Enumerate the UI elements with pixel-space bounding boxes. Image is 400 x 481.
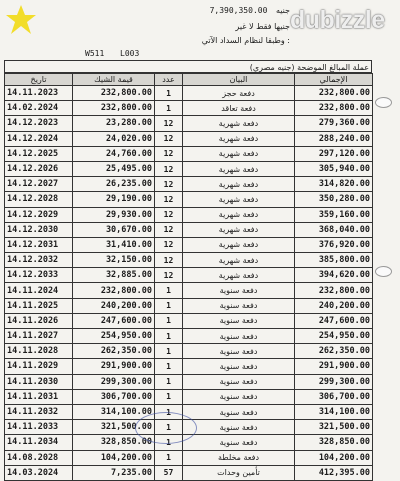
row-count: 1 — [155, 313, 183, 328]
table-row — [5, 207, 373, 222]
row-count: 1 — [155, 389, 183, 404]
row-value: 247,600.00 — [73, 313, 155, 328]
row-count: 12 — [155, 207, 183, 222]
row-value: 26,235.00 — [73, 177, 155, 192]
row-value: 240,200.00 — [73, 298, 155, 313]
row-description: دفعة سنوية — [183, 344, 295, 359]
row-total: 385,800.00 — [295, 253, 373, 268]
row-total: 394,620.00 — [295, 268, 373, 283]
table-row — [5, 359, 373, 374]
row-description: دفعة سنوية — [183, 435, 295, 450]
row-count: 12 — [155, 192, 183, 207]
table-row — [5, 344, 373, 359]
row-count: 1 — [155, 101, 183, 116]
row-total: 104,200.00 — [295, 450, 373, 465]
row-date: 14.11.2028 — [5, 344, 73, 359]
row-date: 14.12.2029 — [5, 207, 73, 222]
row-value: 23,280.00 — [73, 116, 155, 131]
row-count: 1 — [155, 450, 183, 465]
row-total: 314,820.00 — [295, 177, 373, 192]
row-value: 314,100.00 — [73, 404, 155, 419]
row-date: 14.12.2026 — [5, 161, 73, 176]
row-value: 32,885.00 — [73, 268, 155, 283]
row-date: 14.11.2030 — [5, 374, 73, 389]
row-value: 30,670.00 — [73, 222, 155, 237]
row-description: دفعة سنوية — [183, 359, 295, 374]
row-date: 14.12.2030 — [5, 222, 73, 237]
row-description: دفعة مخلطة — [183, 450, 295, 465]
table-header-row — [5, 74, 373, 86]
row-date: 14.11.2034 — [5, 435, 73, 450]
binder-hole — [375, 266, 392, 277]
row-total: 297,120.00 — [295, 146, 373, 161]
row-date: 14.12.2028 — [5, 192, 73, 207]
row-value: 232,800.00 — [73, 283, 155, 298]
row-count: 1 — [155, 283, 183, 298]
row-count: 57 — [155, 465, 183, 480]
row-description: دفعة شهرية — [183, 177, 295, 192]
row-date: 14.11.2031 — [5, 389, 73, 404]
table-row — [5, 283, 373, 298]
row-date: 14.11.2023 — [5, 86, 73, 101]
row-date: 14.08.2028 — [5, 450, 73, 465]
row-description: دفعة شهرية — [183, 268, 295, 283]
row-date: 14.12.2024 — [5, 131, 73, 146]
row-count: 12 — [155, 161, 183, 176]
table-row — [5, 116, 373, 131]
row-count: 1 — [155, 344, 183, 359]
row-description: دفعة سنوية — [183, 313, 295, 328]
row-description: دفعة سنوية — [183, 329, 295, 344]
row-total: 232,800.00 — [295, 86, 373, 101]
row-value: 291,900.00 — [73, 359, 155, 374]
row-count: 12 — [155, 131, 183, 146]
column-header-total: الإجمالي — [295, 74, 373, 86]
table-row — [5, 161, 373, 176]
row-total: 299,300.00 — [295, 374, 373, 389]
table-row — [5, 177, 373, 192]
row-date: 14.11.2025 — [5, 298, 73, 313]
row-date: 14.11.2029 — [5, 359, 73, 374]
row-date: 14.03.2024 — [5, 465, 73, 480]
table-row — [5, 101, 373, 116]
row-date: 14.11.2027 — [5, 329, 73, 344]
row-count: 1 — [155, 404, 183, 419]
row-description: دفعة شهرية — [183, 146, 295, 161]
row-description: دفعة شهرية — [183, 207, 295, 222]
row-total: 359,160.00 — [295, 207, 373, 222]
table-row — [5, 86, 373, 101]
row-date: 14.12.2031 — [5, 237, 73, 252]
row-value: 32,150.00 — [73, 253, 155, 268]
row-value: 299,300.00 — [73, 374, 155, 389]
row-count: 12 — [155, 268, 183, 283]
row-date: 14.11.2024 — [5, 283, 73, 298]
table-row — [5, 268, 373, 283]
row-description: دفعة شهرية — [183, 237, 295, 252]
table-row — [5, 313, 373, 328]
row-total: 262,350.00 — [295, 344, 373, 359]
row-total: 376,920.00 — [295, 237, 373, 252]
row-total: 232,800.00 — [295, 283, 373, 298]
row-total: 288,240.00 — [295, 131, 373, 146]
table-caption: عملة المبالغ الموضحة (جنيه مصري) — [4, 60, 372, 73]
row-total: 321,500.00 — [295, 420, 373, 435]
row-count: 12 — [155, 116, 183, 131]
row-date: 14.12.2032 — [5, 253, 73, 268]
row-description: دفعة سنوية — [183, 389, 295, 404]
row-date: 14.12.2027 — [5, 177, 73, 192]
total-amount: 7,390,350.00 — [209, 6, 268, 15]
row-total: 314,100.00 — [295, 404, 373, 419]
row-date: 14.12.2033 — [5, 268, 73, 283]
row-value: 232,800.00 — [73, 86, 155, 101]
column-header-count: عدد — [155, 74, 183, 86]
row-description: دفعة حجز — [183, 86, 295, 101]
row-description: تأمين وحدات — [183, 465, 295, 480]
row-total: 368,040.00 — [295, 222, 373, 237]
column-header-description: البيان — [183, 74, 295, 86]
row-count: 1 — [155, 374, 183, 389]
row-count: 1 — [155, 359, 183, 374]
row-description: دفعة شهرية — [183, 192, 295, 207]
row-total: 350,280.00 — [295, 192, 373, 207]
row-value: 104,200.00 — [73, 450, 155, 465]
row-count: 12 — [155, 237, 183, 252]
header-line-words: جنيها فقط لا غير — [235, 22, 290, 31]
row-date: 14.12.2023 — [5, 116, 73, 131]
row-count: 12 — [155, 253, 183, 268]
row-total: 279,360.00 — [295, 116, 373, 131]
row-value: 321,500.00 — [73, 420, 155, 435]
dubizzle-watermark-logo: dubizzle — [290, 6, 385, 34]
row-count: 12 — [155, 146, 183, 161]
row-description: دفعة شهرية — [183, 253, 295, 268]
row-value: 24,760.00 — [73, 146, 155, 161]
table-row — [5, 374, 373, 389]
row-count: 1 — [155, 435, 183, 450]
row-value: 306,700.00 — [73, 389, 155, 404]
row-value: 29,930.00 — [73, 207, 155, 222]
table-row — [5, 146, 373, 161]
row-count: 1 — [155, 420, 183, 435]
row-date: 14.11.2026 — [5, 313, 73, 328]
column-header-date: تاريخ — [5, 74, 73, 86]
row-description: دفعة سنوية — [183, 420, 295, 435]
table-row — [5, 389, 373, 404]
table-row — [5, 465, 373, 480]
header-line-schedule: وطبقا لنظام السداد الآتي : — [201, 36, 290, 45]
row-total: 291,900.00 — [295, 359, 373, 374]
row-description: دفعة شهرية — [183, 131, 295, 146]
table-row — [5, 450, 373, 465]
official-stamp — [135, 412, 197, 444]
row-description: دفعة شهرية — [183, 161, 295, 176]
row-value: 29,190.00 — [73, 192, 155, 207]
row-description: دفعة تعاقد — [183, 101, 295, 116]
column-header-value: قيمة الشيك — [73, 74, 155, 86]
row-description: دفعة سنوية — [183, 404, 295, 419]
table-row — [5, 222, 373, 237]
table-row — [5, 298, 373, 313]
row-description: دفعة سنوية — [183, 283, 295, 298]
reference-code-2: L003 — [120, 49, 140, 58]
row-value: 25,495.00 — [73, 161, 155, 176]
table-row — [5, 253, 373, 268]
row-date: 14.11.2033 — [5, 420, 73, 435]
table-row — [5, 237, 373, 252]
row-value: 328,850.00 — [73, 435, 155, 450]
row-value: 24,020.00 — [73, 131, 155, 146]
row-count: 12 — [155, 177, 183, 192]
row-total: 306,700.00 — [295, 389, 373, 404]
row-date: 14.12.2025 — [5, 146, 73, 161]
row-count: 1 — [155, 86, 183, 101]
row-total: 247,600.00 — [295, 313, 373, 328]
row-description: دفعة شهرية — [183, 222, 295, 237]
row-total: 240,200.00 — [295, 298, 373, 313]
reference-code-1: W511 — [85, 49, 105, 58]
row-count: 1 — [155, 329, 183, 344]
binder-hole — [375, 97, 392, 108]
row-value: 7,235.00 — [73, 465, 155, 480]
row-value: 262,350.00 — [73, 344, 155, 359]
row-value: 232,800.00 — [73, 101, 155, 116]
row-count: 1 — [155, 298, 183, 313]
row-count: 12 — [155, 222, 183, 237]
table-row — [5, 192, 373, 207]
row-total: 328,850.00 — [295, 435, 373, 450]
row-total: 254,950.00 — [295, 329, 373, 344]
row-value: 31,410.00 — [73, 237, 155, 252]
star-icon — [4, 4, 38, 36]
row-description: دفعة سنوية — [183, 298, 295, 313]
row-date: 14.11.2032 — [5, 404, 73, 419]
row-total: 232,800.00 — [295, 101, 373, 116]
table-row — [5, 131, 373, 146]
row-total: 412,395.00 — [295, 465, 373, 480]
currency-label: جنيه — [275, 6, 290, 15]
table-row — [5, 329, 373, 344]
row-date: 14.02.2024 — [5, 101, 73, 116]
row-value: 254,950.00 — [73, 329, 155, 344]
header-line-amount — [210, 6, 290, 15]
row-description: دفعة شهرية — [183, 116, 295, 131]
row-description: دفعة سنوية — [183, 374, 295, 389]
row-total: 305,940.00 — [295, 161, 373, 176]
